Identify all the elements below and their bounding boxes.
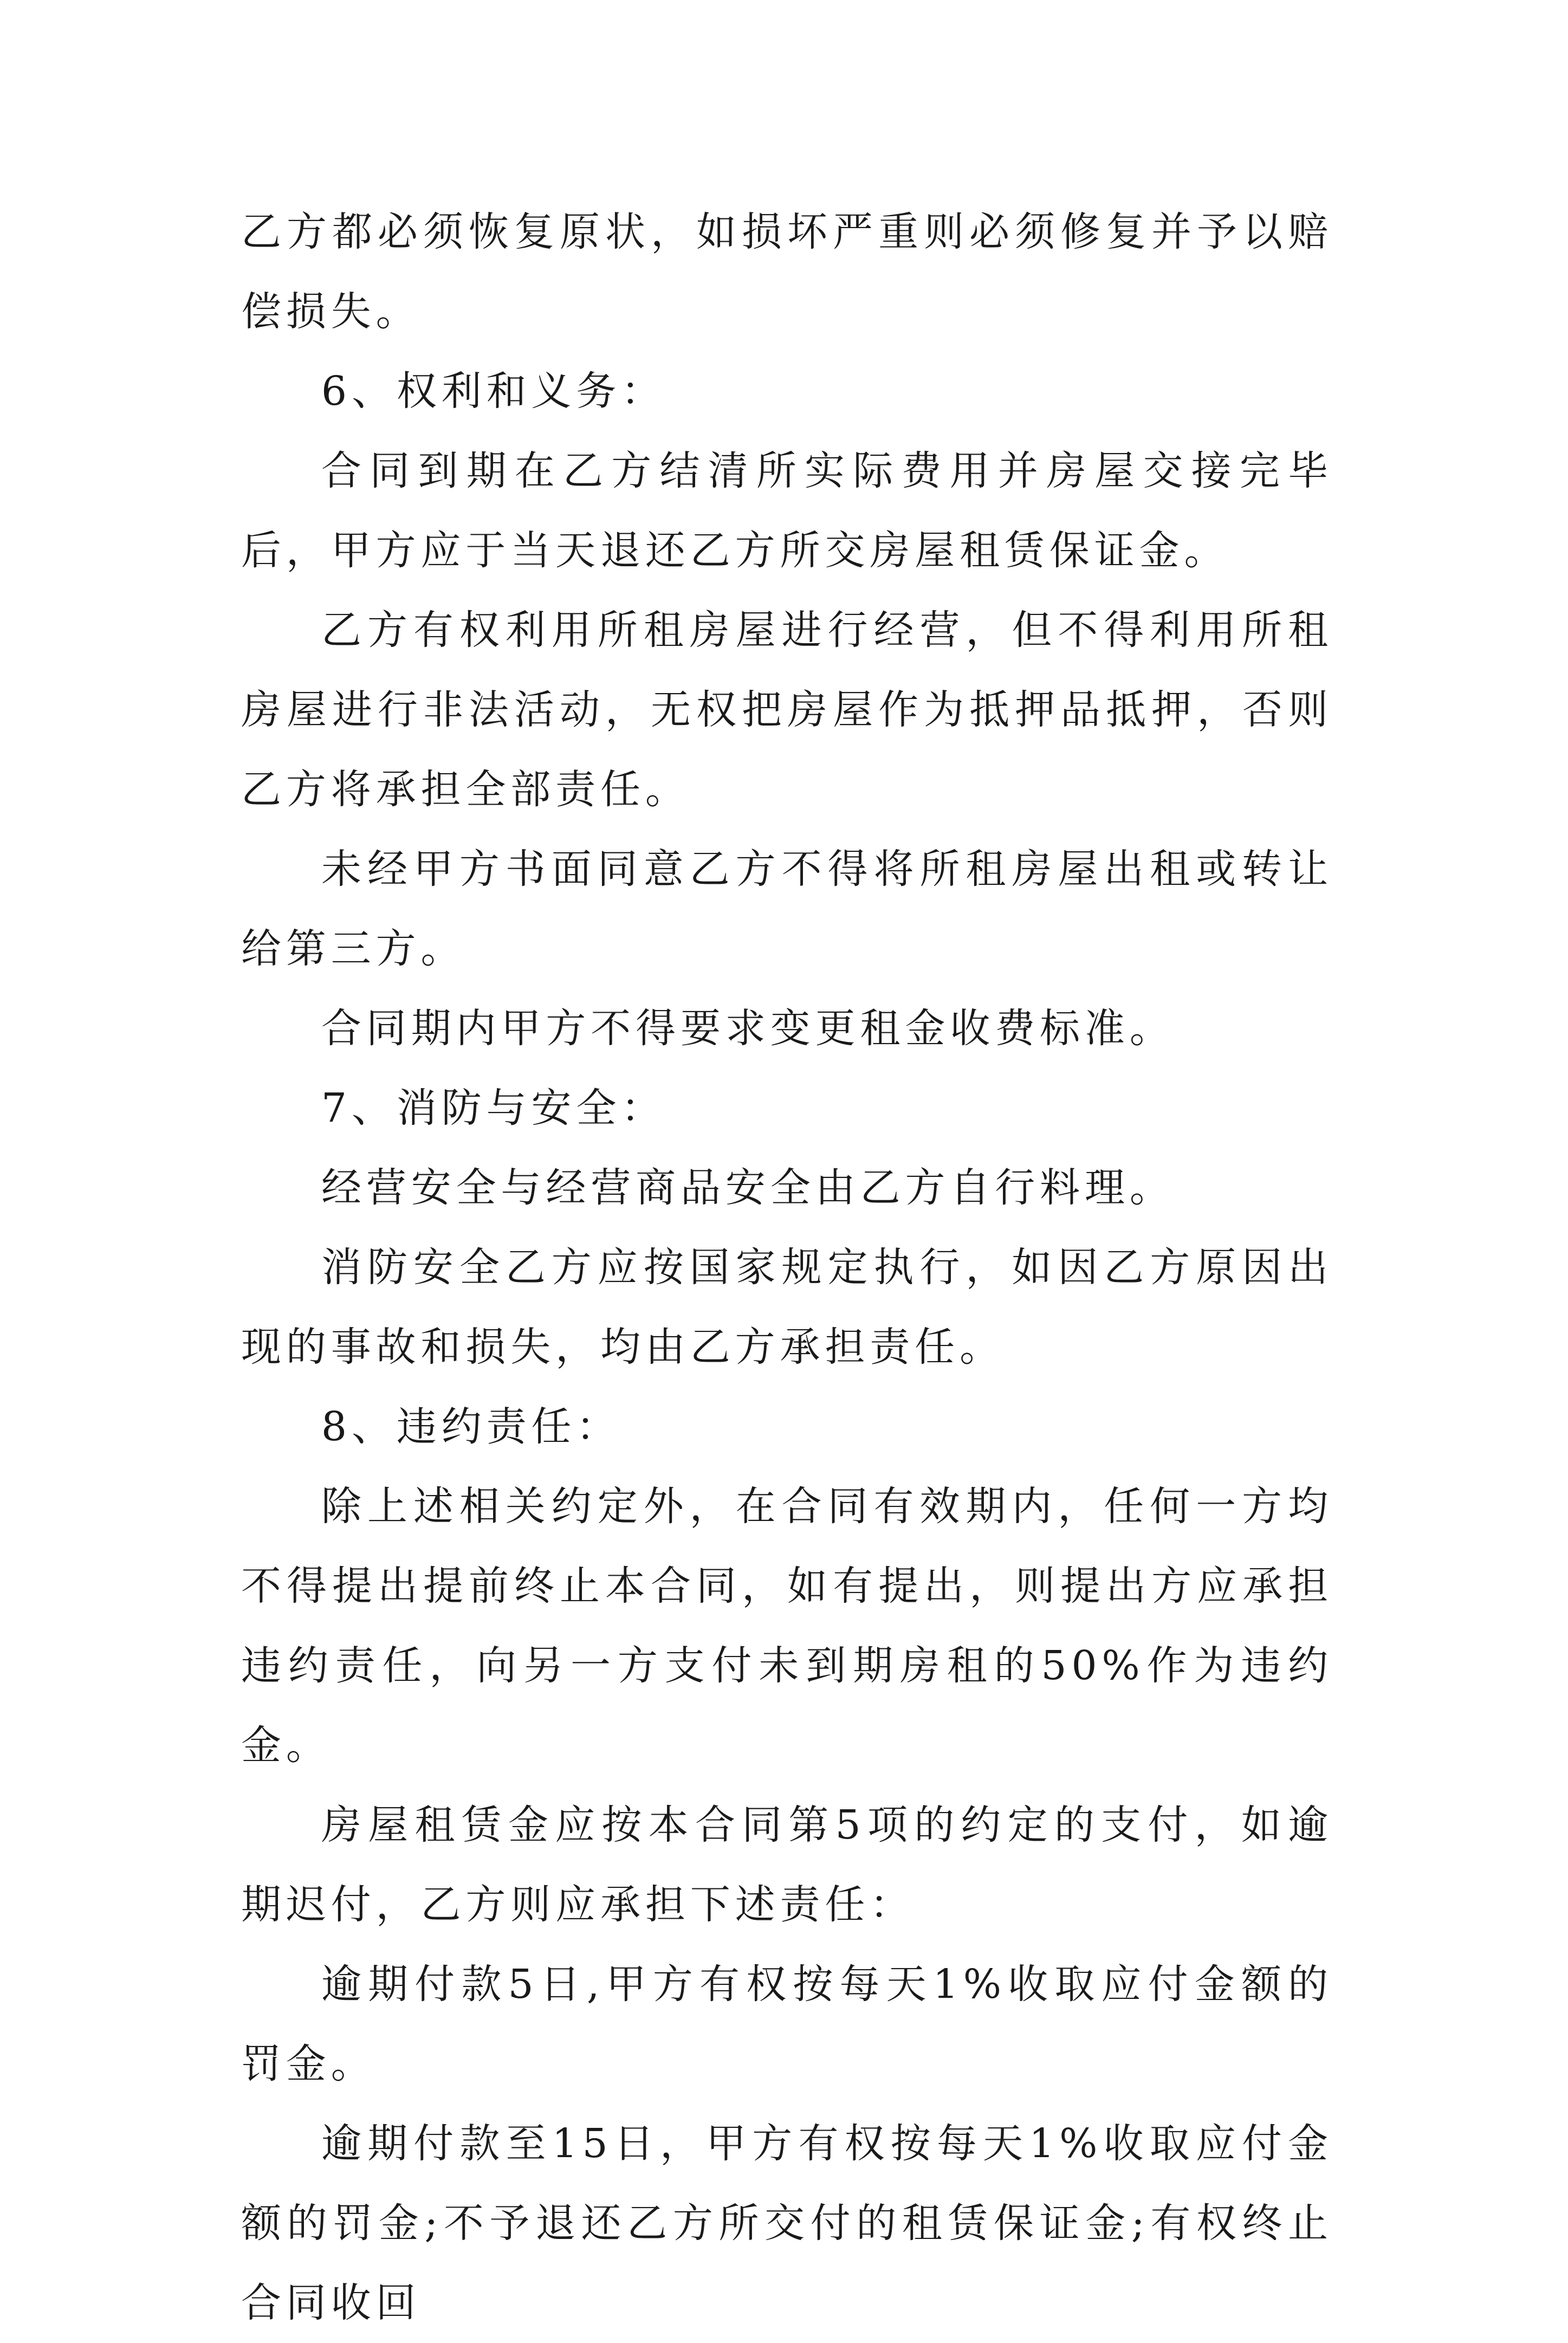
paragraph: 乙方有权利用所租房屋进行经营，但不得利用所租房屋进行非法活动，无权把房屋作为抵押品抵押，否则乙方将承担全部责任。 xyxy=(241,607,1333,813)
paragraph: 逾期付款至15日，甲方有权按每天1%收取应付金额的罚金;不予退还乙方所交付的租赁保证金;有权终止合同收回 xyxy=(241,2120,1333,2326)
paragraph: 经营安全与经营商品安全由乙方自行料理。 xyxy=(321,1164,1175,1211)
paragraph: 逾期付款5日,甲方有权按每天1%收取应付金额的罚金。 xyxy=(241,1961,1333,2087)
document-body xyxy=(241,192,1333,2343)
paragraph: 未经甲方书面同意乙方不得将所租房屋出租或转让给第三方。 xyxy=(241,846,1333,972)
paragraph: 乙方都必须恢复原状，如损坏严重则必须修复并予以赔偿损失。 xyxy=(241,209,1333,335)
section-heading-fire-safety: 7、消防与安全： xyxy=(321,1085,666,1131)
paragraph: 合同到期在乙方结清所实际费用并房屋交接完毕后，甲方应于当天退还乙方所交房屋租赁保证金。 xyxy=(241,448,1333,574)
section-heading-breach-liability: 8、违约责任： xyxy=(321,1403,621,1450)
paragraph: 房屋租赁金应按本合同第5项的约定的支付，如逾期迟付，乙方则应承担下述责任： xyxy=(241,1802,1333,1928)
paragraph: 合同期内甲方不得要求变更租金收费标准。 xyxy=(321,1005,1175,1052)
paragraph: 除上述相关约定外，在合同有效期内，任何一方均不得提出提前终止本合同，如有提出，则提出方应承担违约责任，向另一方支付未到期房租的50%作为违约金。 xyxy=(241,1483,1333,1769)
section-heading-rights-obligations: 6、权利和义务： xyxy=(321,368,666,415)
paragraph: 消防安全乙方应按国家规定执行，如因乙方原因出现的事故和损失，均由乙方承担责任。 xyxy=(241,1244,1333,1370)
